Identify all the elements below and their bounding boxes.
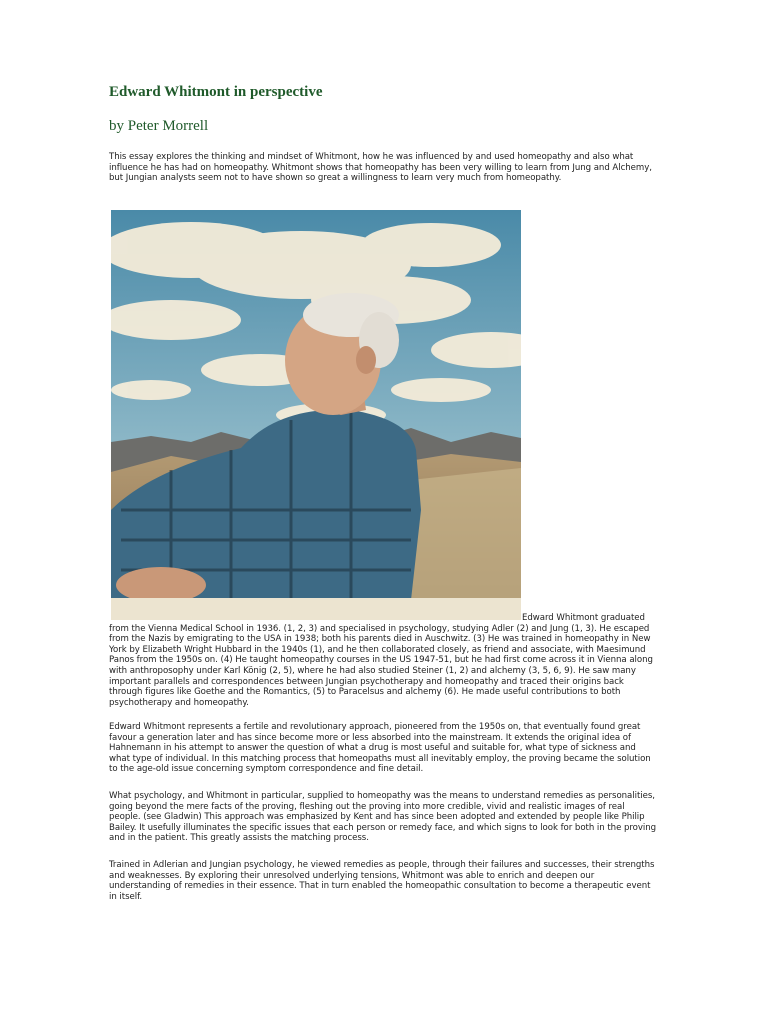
paragraph-1-text: Edward Whitmont graduated from the Vienna Medical School in 1936. (1, 2, 3) and specialised in psychology, studying Adler (2) and Jung (1, 3). He escaped from the Nazis by emigrating to the USA in 1938; both his parents died in Auschwitz. (3) He was trained in homeopathy in New York by Elizabeth Wright Hubbard in the 1940s (1), and he then collaborated closely, as friend and associate, with Maesimund Panos from the 1950s on. (4) He taught homeopathy courses in the US 1947-51, but he had first come across it in Vienna along with anthroposophy under Karl König (2, 5), where he had also studied Steiner (1, 2) and alchemy (3, 5, 6, 9). He saw many important parallels and correspondences between Jungian psychotherapy and homeopathy and traced their origins back through figures like Goethe and the Romantics, (5) to Paracelsus and alchemy (6). He made useful contributions to both psychotherapy and homeopathy.	[109, 613, 653, 708]
intro-paragraph: This essay explores the thinking and mindset of Whitmont, how he was influenced by and used homeopathy and also what influence he has had on homeopathy. Whitmont shows that homeopathy has been very willing to learn from Jung and Alchemy, but Jungian analysts seem not to have shown so great a willingness to learn very much from homeopathy.	[109, 152, 652, 184]
article-title: Edward Whitmont in perspective	[109, 84, 323, 100]
paragraph-4: Trained in Adlerian and Jungian psychology, he viewed remedies as people, through their failures and successes, their strengths and weaknesses. By exploring their unresolved underlying tensions, Whitmont was able to enrich and deepen our understanding of remedies in their essence. That in turn enabled the homeopathic consultation to become a therapeutic event in itself.	[109, 860, 655, 902]
paragraph-2: Edward Whitmont represents a fertile and revolutionary approach, pioneered from the 1950s on, that eventually found great favour a generation later and has since become more or less absorbed into the mainstream. It extends the original idea of Hahnemann in his attempt to answer the question of what a drug is most useful and suitable for, what type of sickness and what type of individual. In this matching process that homeopaths must all inevitably employ, the proving became the solution to the age-old issue concerning symptom correspondence and fine detail.	[109, 722, 651, 775]
paragraph-3: What psychology, and Whitmont in particular, supplied to homeopathy was the means to understand remedies as personalities, going beyond the mere facts of the proving, fleshing out the proving into more credible, vivid and realistic images of real people. (see Gladwin) This approach was emphasized by Kent and has since been adopted and extended by people like Philip Bailey. It usefully illuminates the specific issues that each person or remedy face, and which signs to look for both in the proving and in the patient. This greatly assists the matching process.	[109, 791, 657, 844]
portrait-photo	[111, 210, 521, 620]
portrait-photo-image	[111, 210, 521, 620]
paragraph-1	[109, 613, 657, 708]
article-byline: by Peter Morrell	[109, 118, 209, 134]
